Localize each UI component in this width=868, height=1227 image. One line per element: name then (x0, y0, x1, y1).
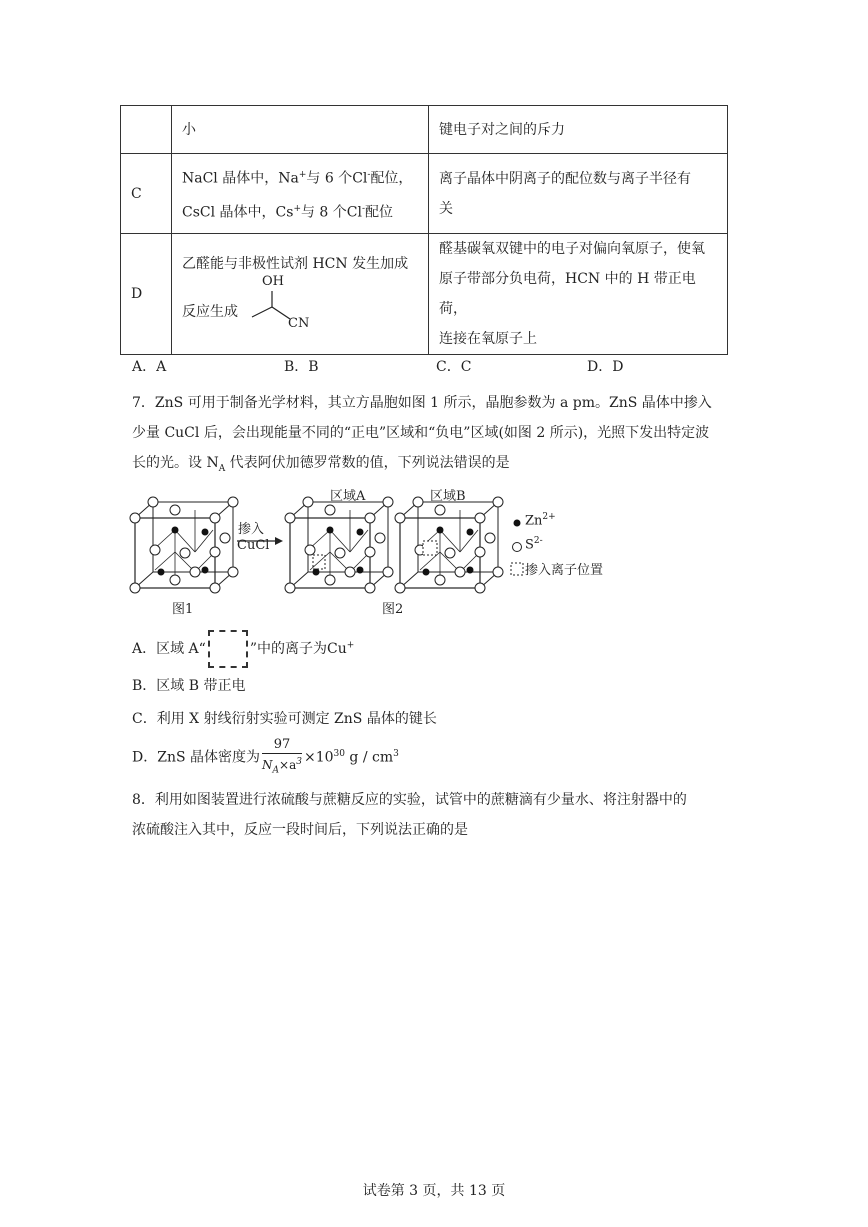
row-b-middle: 小 (172, 106, 429, 154)
q6-option-d[interactable]: D．D (587, 359, 624, 375)
caption-fig1: 图1 (172, 602, 194, 617)
dashed-box-icon (208, 630, 248, 668)
region-b-label: 区域B (430, 489, 466, 504)
dope-site-b (423, 541, 437, 555)
legend-s-label: $S^{2-}$ (525, 536, 543, 553)
q6-option-a[interactable]: A．A (132, 359, 167, 375)
q7-stem: 7．ZnS 可用于制备光学材料，其立方晶胞如图 1 所示，晶胞参数为 a pm。ZnS 晶体中掺入 少量 CuCl 后，会出现能量不同的“正电”区域和“负电”区域(如图 2 所示)，光照下发出特定波 长的光。设 $N_A$ 代表阿伏加德罗常数的值，下列说法错误的是 (132, 395, 712, 474)
page-footer: 试卷第 3 页，共 13 页 (362, 1183, 506, 1199)
table-row (121, 154, 728, 234)
row-c-right: 离子晶体中阴离子的配位数与离子半径有 关 (429, 154, 728, 234)
legend-s-icon (513, 543, 522, 552)
q7-option-d[interactable]: D．ZnS 晶体密度为 $\frac{97}{N_A\times a^3}$ $\times 10^{30}$ g / $cm^3$ (132, 737, 399, 778)
cell-region-b (395, 497, 503, 593)
density-fraction: $\frac{97}{N_A\times a^3}$ (262, 737, 302, 776)
table-row (121, 234, 728, 355)
cell-fig1 (130, 497, 238, 593)
legend-dope-icon (511, 563, 523, 575)
cyanohydrin-structure (246, 277, 326, 339)
q7-option-c[interactable]: C．利用 X 射线衍射实验可测定 ZnS 晶体的键长 (132, 711, 437, 727)
row-d-right: 醛基碳氧双键中的电子对偏向氧原子，使氧 原子带部分负电荷，HCN 中的 H 带正电荷， 连接在氧原子上 (429, 234, 728, 355)
zns-crystal-figure (125, 485, 625, 615)
row-label-c: C (121, 154, 172, 234)
oh-label: OH (262, 274, 284, 289)
legend-zn-icon (514, 520, 521, 527)
q7-option-b[interactable]: B．区域 B 带正电 (132, 678, 246, 694)
q6-options (132, 356, 752, 378)
q6-table (120, 105, 728, 355)
cn-label: CN (288, 316, 310, 331)
q6-option-c[interactable]: C．C (436, 359, 472, 375)
table-row (121, 106, 728, 154)
row-d-middle: 乙醛能与非极性试剂 HCN 发生加成 反应生成 OH CN (172, 234, 429, 355)
row-c-middle: NaCl 晶体中，Na+与 6 个Cl-配位， CsCl 晶体中，Cs+与 8 个Cl-配位 (172, 154, 429, 234)
region-a-label: 区域A (330, 489, 366, 504)
row-b-right: 键电子对之间的斥力 (429, 106, 728, 154)
arrow-label-top: 掺入 (238, 522, 265, 537)
arrow-label-bottom: CuCl (237, 538, 270, 553)
caption-fig2: 图2 (382, 602, 404, 617)
cell-region-a (285, 497, 393, 593)
q8-stem: 8．利用如图装置进行浓硫酸与蔗糖反应的实验，试管中的蔗糖滴有少量水、将注射器中的 浓硫酸注入其中，反应一段时间后，下列说法正确的是 (132, 792, 687, 838)
legend-dope-label: 掺入离子位置 (525, 563, 604, 578)
arrow-head-icon (275, 537, 283, 545)
q6-option-b[interactable]: B．B (284, 359, 319, 375)
row-label-empty (121, 106, 172, 154)
legend-zn-label: $Zn^{2+}$ (525, 512, 556, 529)
q7-option-a[interactable]: A．区域 A“ ”中的离子为Cu+ (132, 630, 354, 668)
row-label-d: D (121, 234, 172, 355)
